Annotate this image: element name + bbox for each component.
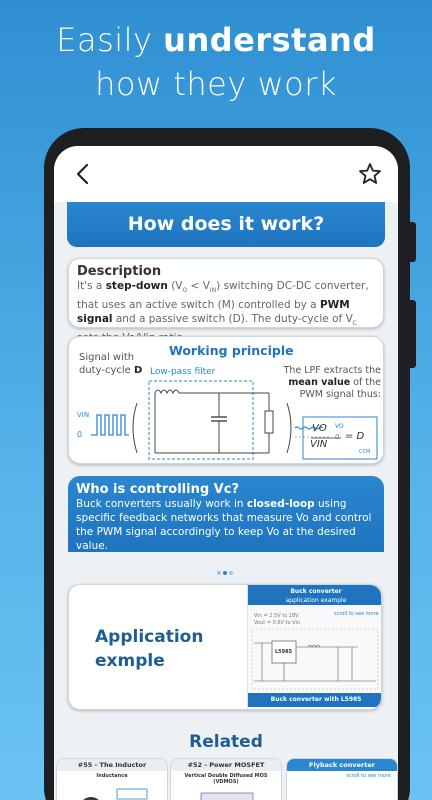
thumbnail-header: Buck converter application example: [248, 585, 382, 605]
mosfet-thumbnail: [171, 785, 282, 800]
related-card-title: Flyback converter: [287, 759, 397, 771]
thumbnail-note-vin: Vin = 2.5V to 18V: [254, 613, 299, 619]
phone-side-button: [410, 222, 416, 262]
who-controls-card: [68, 476, 384, 552]
formula-numerator: VO: [312, 423, 327, 434]
working-principle-card: [68, 336, 384, 464]
page-dot[interactable]: [217, 571, 221, 575]
zero-label: 0: [77, 430, 83, 439]
app-bar: [54, 146, 398, 202]
thumbnail-chip-label: L5985: [275, 649, 293, 655]
schematic-thumbnail: [248, 585, 382, 710]
working-principle-title: Working principle: [169, 343, 294, 358]
phone-side-button: [410, 300, 416, 368]
thumbnail-note-vout: Vout = 0.6V to Vin: [254, 620, 301, 626]
description-heading: Description: [77, 264, 162, 279]
headline-line-1: Easily understand: [56, 21, 376, 59]
lpf-explanation: The LPF extracts the mean value of the PWM signal thus:: [283, 365, 381, 400]
description-text: It's a step-down $(V_O < V_{IN})$ switching DC-DC converter, that uses an active switch (M) controlled by a PWM signal and a passive switch (D). The duty-cycle of $V_C$: [77, 280, 369, 328]
headline-line-2: how they work: [95, 65, 337, 103]
promo-headline: [0, 18, 432, 106]
related-card-subtitle: Inductance: [96, 773, 128, 779]
favorite-star-icon[interactable]: [356, 160, 384, 188]
page-indicator: [217, 560, 235, 566]
related-card-subtitle: Vertical Double Diffused MOS (VDMOS): [184, 773, 268, 785]
thumbnail-scroll-hint: scroll to see more: [334, 611, 379, 617]
application-example-card[interactable]: [68, 584, 382, 710]
page-title: How does it work?: [67, 202, 385, 247]
related-card-power-mosfet[interactable]: [170, 758, 282, 800]
inductor-thumbnail: [57, 779, 168, 800]
app-screen: [54, 146, 398, 800]
thumbnail-footer: Buck converter with L5985: [248, 693, 382, 707]
related-card-title: #55 - The Inductor: [57, 759, 167, 771]
vo-zero-label: 0: [335, 433, 340, 441]
vo-label: VO: [335, 423, 344, 430]
related-card-title: #52 - Power MOSFET: [171, 759, 281, 771]
page-dot[interactable]: [229, 571, 233, 575]
who-controls-heading: Who is controlling Vc?: [76, 482, 239, 497]
formula-tag: CCM: [359, 449, 371, 455]
page-dot-active[interactable]: [223, 571, 227, 575]
application-thumbnail: [247, 585, 382, 710]
related-card-flyback[interactable]: [286, 758, 398, 800]
lpf-label: Low-pass filter: [150, 367, 216, 377]
formula-denominator: VIN: [310, 439, 328, 450]
related-heading: Related: [189, 732, 263, 752]
signal-label: Signal with duty-cycle D: [79, 352, 143, 376]
related-card-inductor[interactable]: [56, 758, 168, 800]
who-controls-text: Buck converters usually work in closed-loop using specific feedback networks that measure Vo and control the PWM signal accordingly to keep Vo at the desired value.: [76, 498, 372, 552]
application-title: Application exmple: [95, 627, 204, 671]
related-card-subtitle: scroll to see more: [346, 773, 391, 779]
back-arrow-icon[interactable]: [70, 160, 98, 188]
description-card: [68, 258, 384, 328]
formula-rhs: = D: [345, 431, 365, 442]
vin-label: VIN: [77, 411, 90, 419]
